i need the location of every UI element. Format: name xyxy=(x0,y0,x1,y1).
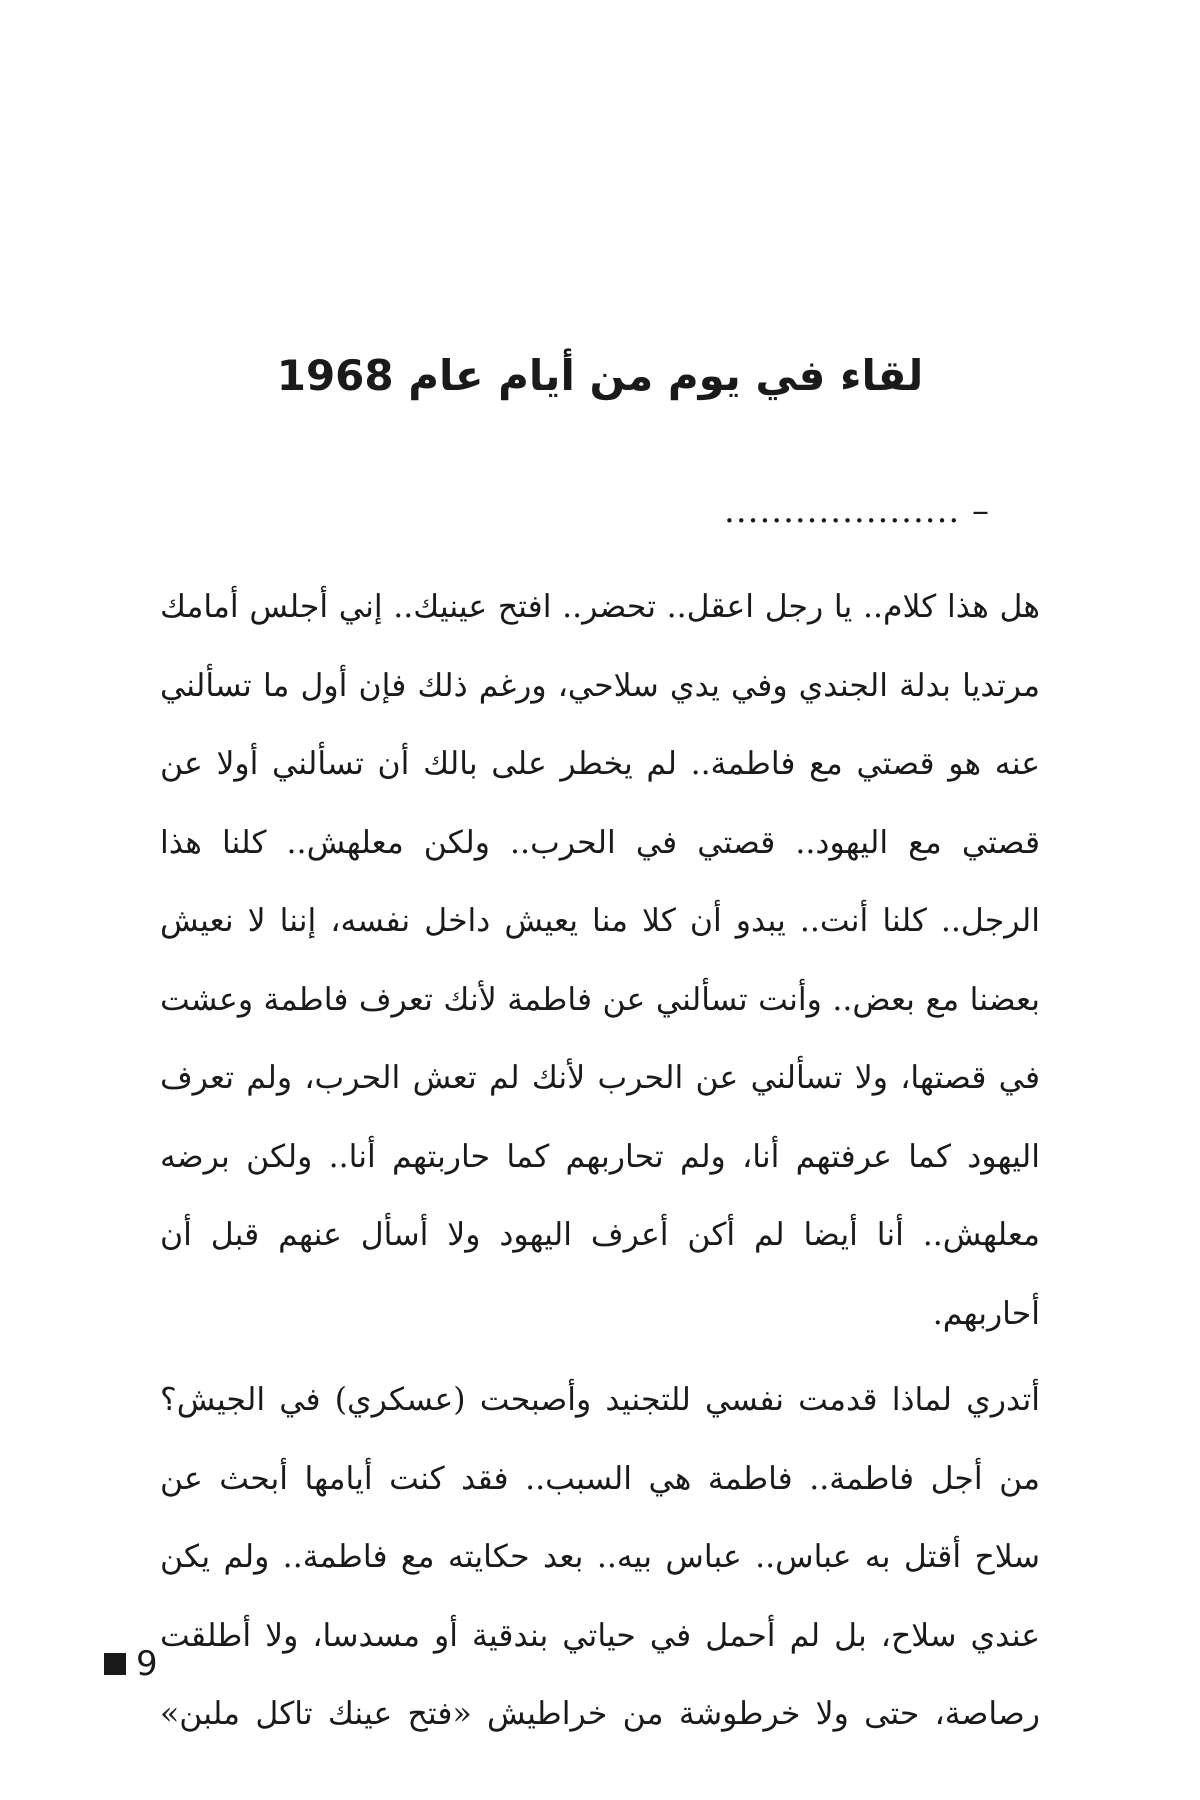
dialogue-dash-line: – .................... xyxy=(724,491,990,531)
chapter-title: لقاء في يوم من أيام عام 1968 xyxy=(276,351,924,400)
page-number: 9 xyxy=(136,1644,158,1684)
paragraph-1: هل هذا كلام.. يا رجل اعقل.. تحضر.. افتح عينيك.. إني أجلس أمامك مرتديا بدلة الجندي وفي يدي سلاحي، ورغم ذلك فإن أول ما تسألني عنه هو قصتي مع فاطمة.. لم يخطر على بالك أن تسألني أولا عن قصتي مع اليهود.. قصتي في الحرب.. ولكن معلهش.. كلنا هذا الرجل.. كلنا أنت.. يبدو أن كلا منا يعيش داخل نفسه، إننا لا نعيش بعضنا مع بعض.. وأنت تسألني عن فاطمة لأنك تعرف فاطمة وعشت في قصتها، ولا تسألني عن الحرب لأنك لم تعش الحرب، ولم تعرف اليهود كما عرفتهم أنا، ولم تحاربهم كما حاربتهم أنا.. ولكن برضه معلهش.. أنا أيضا لم أكن أعرف اليهود ولا أسأل عنهم قبل أن أحاربهم. xyxy=(160,589,1040,1332)
page-footer xyxy=(104,1644,158,1684)
body-text xyxy=(160,568,1040,1754)
square-bullet-icon xyxy=(104,1653,126,1675)
paragraph-2: أتدري لماذا قدمت نفسي للتجنيد وأصبحت (عسكري) في الجيش؟ من أجل فاطمة.. فاطمة هي السبب.. فقد كنت أيامها أبحث عن سلاح أقتل به عباس.. عباس بيه.. بعد حكايته مع فاطمة.. ولم يكن عندي سلاح، بل لم أحمل في حياتي بندقية أو مسدسا، ولا أطلقت رصاصة، حتى ولا خرطوشة من خراطيش «فتح عينك تاكل ملبن» xyxy=(160,1382,1040,1732)
